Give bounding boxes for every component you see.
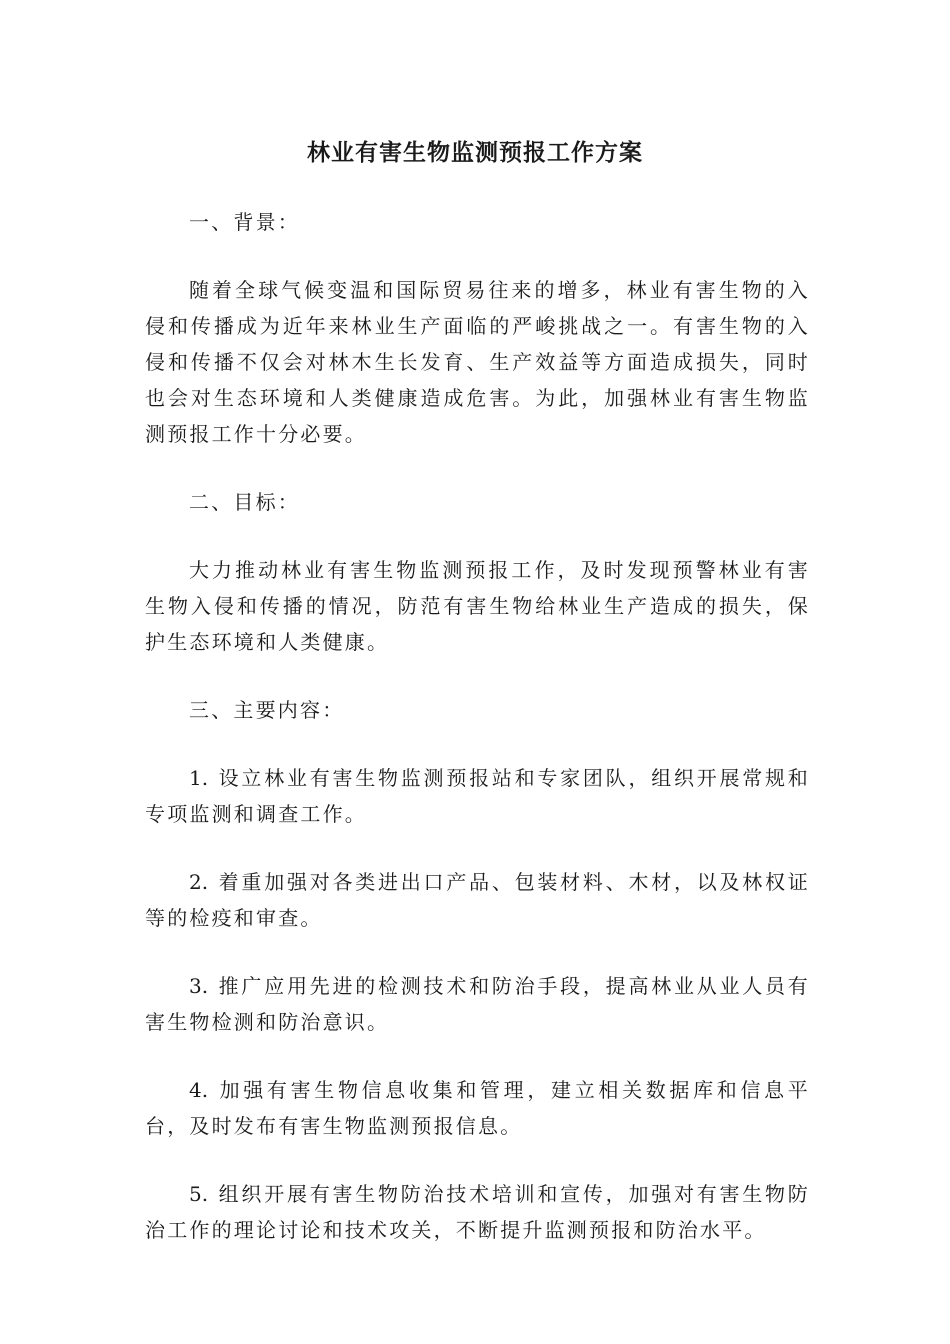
list-item-number: 5. (189, 1182, 209, 1206)
list-item (145, 864, 810, 936)
section-heading-main-content: 三、主要内容： (189, 698, 345, 722)
section-heading-background: 一、背景： (189, 210, 300, 234)
list-item-text: 设立林业有害生物监测预报站和专家团队，组织开展常规和专项监测和调查工作。 (145, 766, 810, 826)
document-title: 林业有害生物监测预报工作方案 (307, 140, 643, 166)
list-item (145, 968, 810, 1040)
background-paragraph: 随着全球气候变温和国际贸易往来的增多，林业有害生物的入侵和传播成为近年来林业生产面临的严峻挑战之一。有害生物的入侵和传播不仅会对林木生长发育、生产效益等方面造成损失，同时也会对生态环境和人类健康造成危害。为此，加强林业有害生物监测预报工作十分必要。 (145, 278, 810, 446)
list-item-text: 组织开展有害生物防治技术培训和宣传，加强对有害生物防治工作的理论讨论和技术攻关，不断提升监测预报和防治水平。 (145, 1182, 810, 1242)
list-item-text: 推广应用先进的检测技术和防治手段，提高林业从业人员有害生物检测和防治意识。 (145, 974, 810, 1034)
goal-paragraph: 大力推动林业有害生物监测预报工作，及时发现预警林业有害生物入侵和传播的情况，防范有害生物给林业生产造成的损失，保护生态环境和人类健康。 (145, 558, 810, 654)
section-heading-goal: 二、目标： (189, 490, 300, 514)
list-item-number: 4. (189, 1078, 209, 1102)
list-item-number: 3. (189, 974, 209, 998)
document-body (145, 204, 810, 1280)
list-item-number: 1. (189, 766, 209, 790)
list-item (145, 760, 810, 832)
list-item-text: 加强有害生物信息收集和管理，建立相关数据库和信息平台，及时发布有害生物监测预报信息。 (145, 1078, 810, 1138)
list-item-text: 着重加强对各类进出口产品、包装材料、木材，以及林权证等的检疫和审查。 (145, 870, 810, 930)
list-item (145, 1176, 810, 1248)
list-item-number: 2. (189, 870, 209, 894)
list-item (145, 1072, 810, 1144)
